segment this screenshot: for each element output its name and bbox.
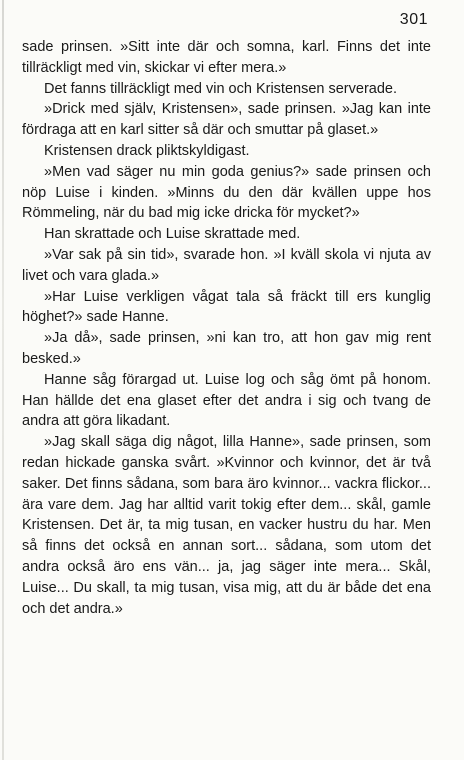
paragraph: Han skrattade och Luise skrattade med.	[44, 226, 301, 243]
body-text	[22, 37, 431, 619]
paragraph: sade prinsen. »Sitt inte där och somna, karl. Finns det inte tillräckligt med vin, skickar vi efter mera.»	[22, 39, 431, 76]
page-number: 301	[399, 11, 428, 28]
paragraph: »Men vad säger nu min goda genius?» sade prinsen och nöp Luise i kinden. »Minns du den där kvällen uppe hos Römmeling, när du bad mig icke dricka för mycket?»	[22, 163, 431, 222]
paragraph: »Har Luise verkligen vågat tala så fräckt till ers kunglig höghet?» sade Hanne.	[22, 288, 431, 326]
paragraph: »Drick med själv, Kristensen», sade prinsen. »Jag kan inte fördraga att en karl sitter så där och smuttar på glaset.»	[22, 101, 431, 139]
paragraph: »Ja då», sade prinsen, »ni kan tro, att hon gav mig rent besked.»	[22, 330, 431, 367]
paragraph: Det fanns tillräckligt med vin och Kristensen serverade.	[44, 80, 397, 97]
paragraph: »Var sak på sin tid», svarade hon. »I kväll skola vi njuta av livet och vara glada.»	[22, 246, 431, 284]
paragraph: Hanne såg förargad ut. Luise log och såg ömt på honom. Han hällde det ena glaset efter det andra i sig och tvang de andra att göra likadant.	[22, 371, 431, 430]
paragraph: Kristensen drack pliktskyldigast.	[44, 142, 250, 159]
page-edge-shadow	[2, 0, 4, 760]
paragraph: »Jag skall säga dig något, lilla Hanne», sade prinsen, som redan hickade ganska svårt. »Kvinnor och kvinnor, det är två saker. Det finns sådana, som bara äro kvinnor... vackra flickor... ära vare dem. Jag har alltid varit tokig efter dem... skål, gamle Kristensen. Det är, ta mig tusan, en vacker hustru du har. Men så finns det också en annan sort... sådana, som utom det andra också äro ens vän... ja, jag säger inte mera... Skål, Luise... Du skall, ta mig tusan, visa mig, att du är både det ena och det andra.»	[22, 434, 431, 617]
